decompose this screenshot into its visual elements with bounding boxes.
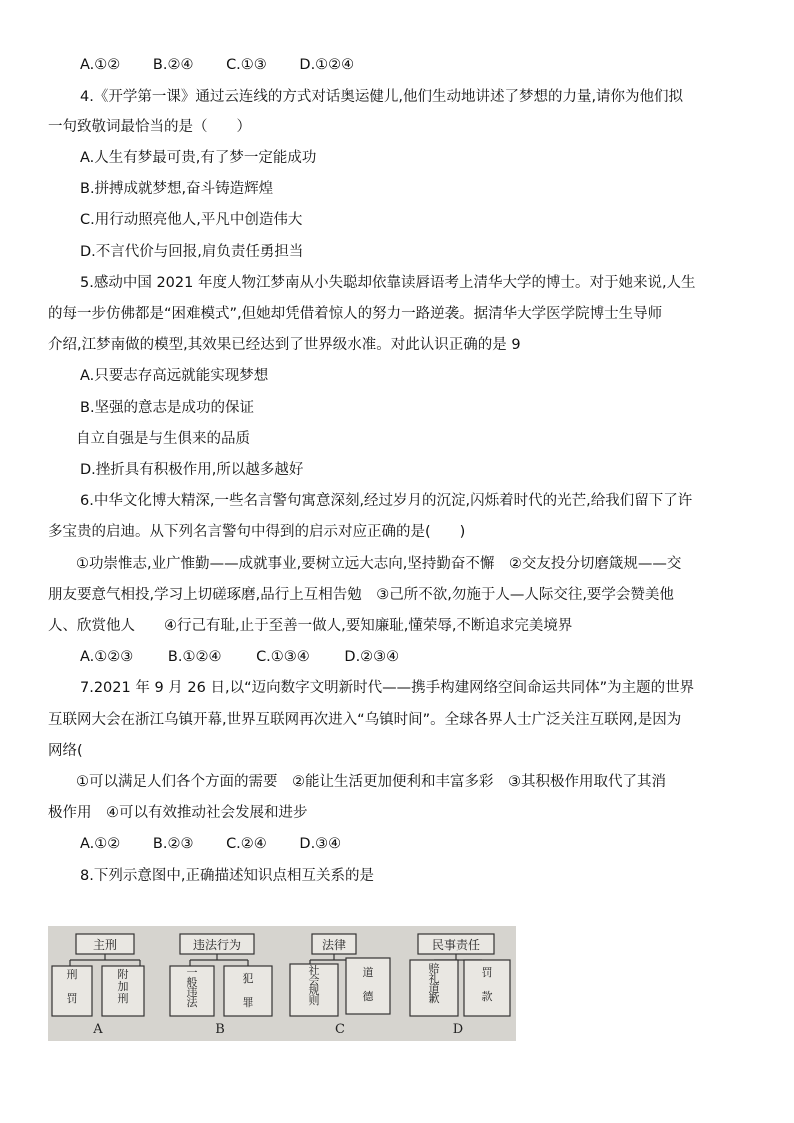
q5-stem-line1: 5.感动中国 2021 年度人物江梦南从小失聪却依靠读唇语考上清华大学的博士。对于她来说,人生: [80, 275, 696, 291]
q4-option-a: A.人生有梦最可贵,有了梦一定能成功: [80, 150, 317, 166]
q6-options: [80, 647, 746, 667]
diagram-label-c: C: [335, 1022, 345, 1037]
diagram-label-d: D: [452, 1022, 464, 1037]
q5-option-a: A.只要志存高远就能实现梦想: [80, 368, 269, 384]
q7-items-line2: 极作用 ④可以有效推动社会发展和进步: [48, 805, 308, 821]
q6-items-line1: ①功崇惟志,业广惟勤——成就事业,要树立远大志向,坚持勤奋不懈 ②交友投分切磨箴规——交: [76, 556, 682, 572]
q8-stem: 8.下列示意图中,正确描述知识点相互关系的是: [80, 868, 374, 884]
q6-option-c: C.①③④: [256, 649, 310, 665]
diagram-d-right: 罚款: [481, 966, 493, 1003]
q4-option-b: B.拼搏成就梦想,奋斗铸造辉煌: [80, 181, 274, 197]
diagram-label-b: B: [215, 1022, 225, 1037]
q6-option-b: B.①②④: [167, 649, 222, 665]
q7-stem-line2: 互联网大会在浙江乌镇开幕,世界互联网再次进入“乌镇时间”。全球各界人士广泛关注互联网,是因为: [48, 712, 682, 728]
q7-option-b: B.②③: [152, 836, 194, 852]
q6-option-a: A.①②③: [80, 649, 134, 665]
diagram-a-right: 附加刑: [117, 968, 129, 1005]
q5-option-b: B.坚强的意志是成功的保证: [80, 400, 255, 416]
q7-stem-line3: 网络(: [48, 743, 83, 759]
diagram-b-left: 一般违法: [186, 966, 198, 1009]
diagram-c-left: 社会规则: [308, 964, 320, 1007]
q5-option-d: D.挫折具有积极作用,所以越多越好: [80, 462, 304, 478]
q6-items-line2: 朋友要意气相投,学习上切磋琢磨,品行上互相告勉 ③己所不欲,勿施于人—人际交往,要学会赞美他: [48, 587, 674, 603]
q7-items-line1: ①可以满足人们各个方面的需要 ②能让生活更加便利和丰富多彩 ③其积极作用取代了其消: [76, 774, 666, 790]
q3-option-a: A.①②: [80, 57, 121, 73]
diagram-d-top: 民事责任: [431, 938, 481, 952]
diagram-c-top: 法律: [321, 938, 347, 952]
q4-option-c: C.用行动照亮他人,平凡中创造伟大: [80, 212, 303, 228]
diagram-a-left: 刑罚: [66, 968, 78, 1005]
q4-option-d: D.不言代价与回报,肩负责任勇担当: [80, 244, 304, 260]
diagram-label-a: A: [93, 1022, 103, 1037]
q6-items-line3: 人、欣赏他人 ④行己有耻,止于至善一做人,要知廉耻,懂荣辱,不断追求完美境界: [48, 618, 573, 634]
diagram-a-top: 主刑: [92, 938, 118, 952]
q5-stem-line3: 介绍,江梦南做的模型,其效果已经达到了世界级水准。对此认识正确的是 9: [48, 337, 521, 353]
q3-option-c: C.①③: [226, 57, 267, 73]
q6-stem-line2: 多宝贵的启迪。从下列名言警句中得到的启示对应正确的是( ): [48, 524, 466, 540]
q6-stem-line1: 6.中华文化博大精深,一些名言警句寓意深刻,经过岁月的沉淀,闪烁着时代的光芒,给我们留下了许: [80, 493, 693, 509]
q5-option-c: 自立自强是与生俱来的品质: [76, 431, 250, 447]
q3-options: [80, 55, 746, 75]
q7-option-c: C.②④: [226, 836, 267, 852]
q5-stem-line2: 的每一步仿佛都是“困难模式”,但她却凭借着惊人的努力一路逆袭。据清华大学医学院博士生导师: [48, 306, 663, 322]
diagram-c-right: 道德: [362, 966, 374, 1003]
diagram-b-top: 违法行为: [192, 938, 242, 952]
q7-stem-line1: 7.2021 年 9 月 26 日,以“迈向数字文明新时代——携手构建网络空间命运共同体”为主题的世界: [80, 680, 695, 696]
diagram-d-left: 赔礼道歉: [428, 962, 440, 1005]
diagram-b-right: 犯罪: [242, 972, 254, 1009]
q3-option-b: B.②④: [152, 57, 194, 73]
q6-option-d: D.②③④: [344, 649, 400, 665]
q7-options: [80, 834, 746, 854]
q3-option-d: D.①②④: [299, 57, 355, 73]
q7-option-d: D.③④: [299, 836, 342, 852]
q7-option-a: A.①②: [80, 836, 121, 852]
q4-stem-line2: 一句致敬词最恰当的是（ ）: [48, 119, 251, 135]
q4-stem-line1: 4.《开学第一课》通过云连线的方式对话奥运健儿,他们生动地讲述了梦想的力量,请你为他们拟: [80, 89, 684, 105]
diagram-figure: [48, 926, 516, 1041]
